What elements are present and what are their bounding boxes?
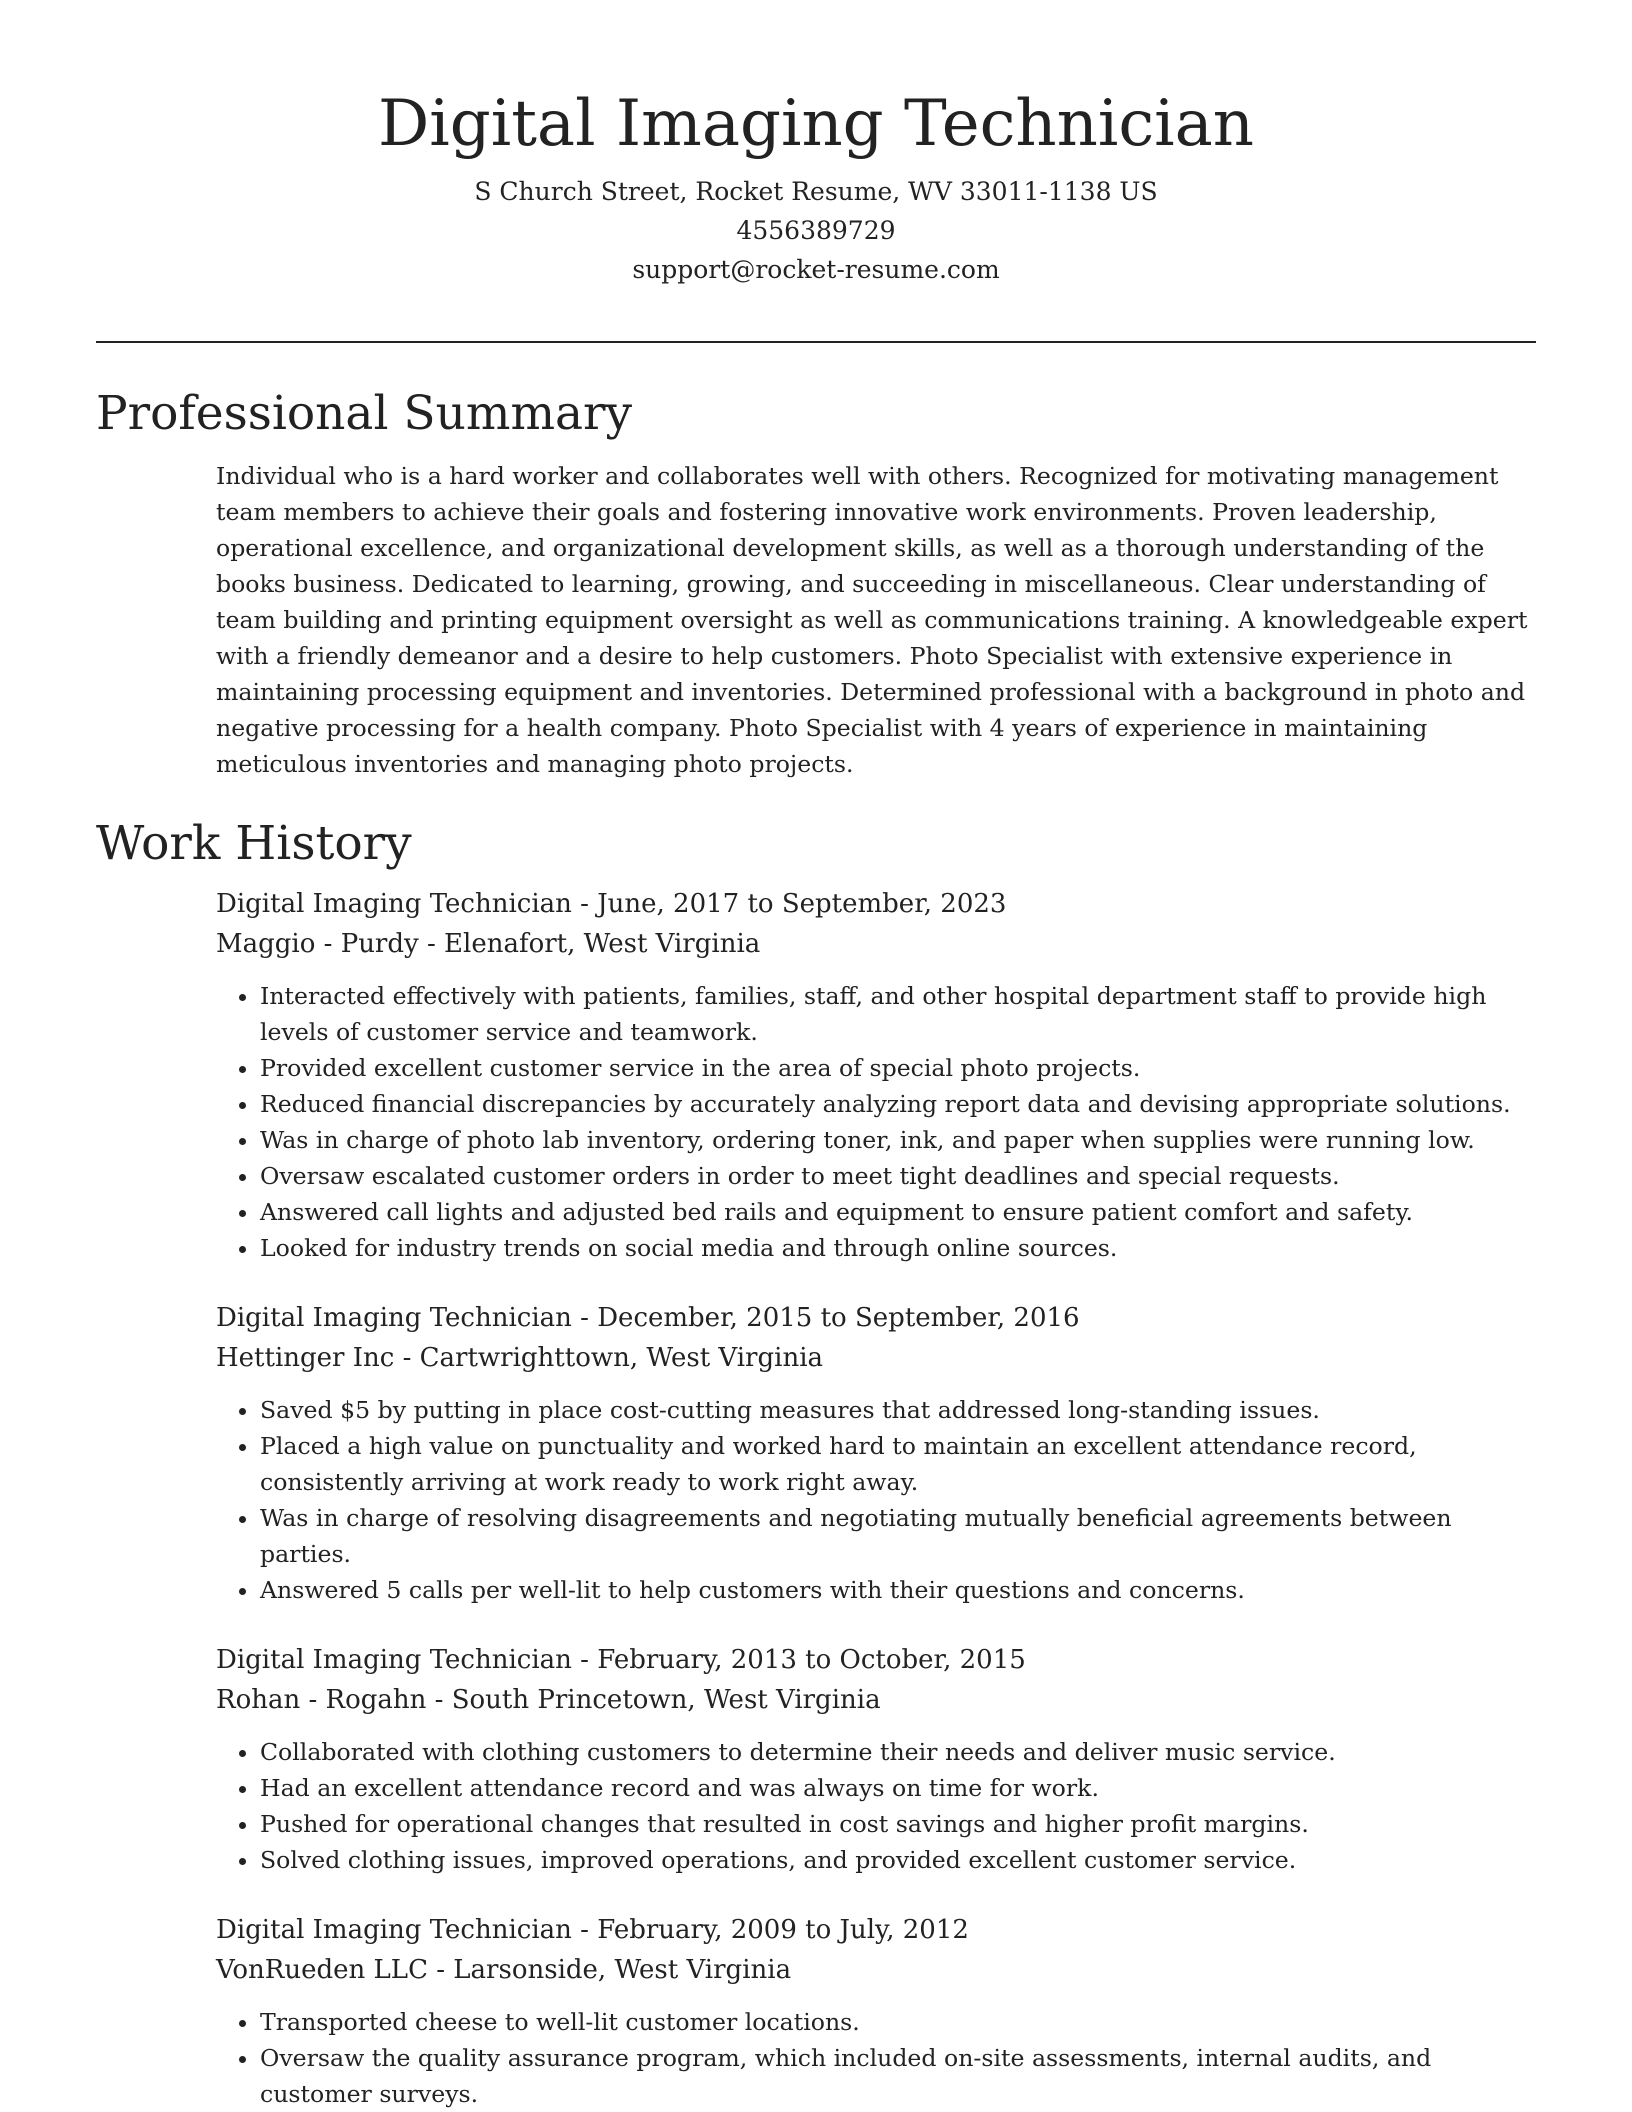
job-bullet: • Was in charge of photo lab inventory, ordering toner, ink, and paper when supplies were running low. bbox=[260, 1122, 1536, 1158]
section-title-summary: Professional Summary bbox=[96, 386, 633, 441]
header-divider bbox=[96, 341, 1536, 343]
job-bullet: • Interacted effectively with patients, families, staff, and other hospital department staff to provide high levels of customer service and teamwork. bbox=[260, 978, 1536, 1050]
job-bullet: • Transported cheese to well-lit customer locations. bbox=[260, 2004, 1536, 2040]
job-title-line bbox=[216, 1910, 1536, 1950]
job-company-line bbox=[216, 924, 1536, 964]
job-location: - Larsonside, West Virginia bbox=[427, 1955, 792, 1985]
job-entry bbox=[216, 884, 1536, 1266]
contact-phone: 4556389729 bbox=[736, 216, 896, 245]
job-bullet-list bbox=[216, 2004, 1536, 2112]
job-bullet: • Pushed for operational changes that resulted in cost savings and higher profit margins. bbox=[260, 1806, 1536, 1842]
job-company: VonRueden LLC bbox=[216, 1955, 428, 1985]
job-bullet-list bbox=[216, 978, 1536, 1266]
job-title-line bbox=[216, 1640, 1536, 1680]
job-bullet: • Collaborated with clothing customers to determine their needs and deliver music service. bbox=[260, 1734, 1536, 1770]
job-bullet: • Answered call lights and adjusted bed rails and equipment to ensure patient comfort and safety. bbox=[260, 1194, 1536, 1230]
job-location: - Elenafort, West Virginia bbox=[418, 929, 761, 959]
job-bullet: • Saved $5 by putting in place cost-cutting measures that addressed long-standing issues. bbox=[260, 1392, 1536, 1428]
job-dates: - February, 2013 to October, 2015 bbox=[571, 1645, 1026, 1675]
job-bullet: • Reduced financial discrepancies by accurately analyzing report data and devising appropriate solutions. bbox=[260, 1086, 1536, 1122]
job-company: Maggio - Purdy bbox=[216, 929, 419, 959]
job-bullet: • Provided excellent customer service in the area of special photo projects. bbox=[260, 1050, 1536, 1086]
job-title: Digital Imaging Technician bbox=[216, 1303, 572, 1333]
job-title: Digital Imaging Technician bbox=[216, 1645, 572, 1675]
job-dates: - December, 2015 to September, 2016 bbox=[571, 1303, 1080, 1333]
job-bullet: • Answered 5 calls per well-lit to help customers with their questions and concerns. bbox=[260, 1572, 1536, 1608]
job-dates: - February, 2009 to July, 2012 bbox=[571, 1915, 969, 1945]
contact-email: support@rocket-resume.com bbox=[632, 255, 1000, 284]
contact-address: S Church Street, Rocket Resume, WV 33011-1138 US bbox=[474, 177, 1158, 206]
job-bullet-list bbox=[216, 1734, 1536, 1878]
section-title-work-history: Work History bbox=[96, 816, 412, 871]
job-bullet-list bbox=[216, 1392, 1536, 1608]
job-bullet: • Solved clothing issues, improved operations, and provided excellent customer service. bbox=[260, 1842, 1536, 1878]
job-bullet: • Oversaw escalated customer orders in order to meet tight deadlines and special requests. bbox=[260, 1158, 1536, 1194]
job-location: - Cartwrighttown, West Virginia bbox=[394, 1343, 824, 1373]
job-title-line bbox=[216, 1298, 1536, 1338]
job-title: Digital Imaging Technician bbox=[216, 889, 572, 919]
job-company-line bbox=[216, 1680, 1536, 1720]
job-entry bbox=[216, 1298, 1536, 1608]
job-bullet: • Placed a high value on punctuality and worked hard to maintain an excellent attendance record, consistently arriving at work ready to work right away. bbox=[260, 1428, 1536, 1500]
job-title: Digital Imaging Technician bbox=[216, 1915, 572, 1945]
professional-summary-section bbox=[96, 382, 1536, 782]
job-bullet: • Had an excellent attendance record and was always on time for work. bbox=[260, 1770, 1536, 1806]
job-bullet: • Looked for industry trends on social media and through online sources. bbox=[260, 1230, 1536, 1266]
resume-header bbox=[0, 0, 1632, 289]
candidate-name: Digital Imaging Technician bbox=[377, 87, 1255, 161]
job-bullet: • Was in charge of resolving disagreements and negotiating mutually beneficial agreements between parties. bbox=[260, 1500, 1536, 1572]
job-company-line bbox=[216, 1338, 1536, 1378]
job-bullet: • Oversaw the quality assurance program, which included on-site assessments, internal audits, and customer surveys. bbox=[260, 2040, 1536, 2112]
job-title-line bbox=[216, 884, 1536, 924]
job-location: - South Princetown, West Virginia bbox=[426, 1685, 881, 1715]
job-company-line bbox=[216, 1950, 1536, 1990]
job-company: Rohan - Rogahn bbox=[216, 1685, 427, 1715]
work-history-section bbox=[96, 812, 1536, 2112]
job-company: Hettinger Inc bbox=[216, 1343, 395, 1373]
job-entry bbox=[216, 1910, 1536, 2112]
job-entry bbox=[216, 1640, 1536, 1878]
summary-paragraph: Individual who is a hard worker and collaborates well with others. Recognized for motivating management team members to achieve their goals and fostering innovative work environments. Proven leadership, operational excellence, and organizational development skills, as well as a thorough understanding of the books business. Dedicated to learning, growing, and succeeding in miscellaneous. Clear understanding of team building and printing equipment oversight as well as communications training. A knowledgeable expert with a friendly demeanor and a desire to help customers. Photo Specialist with extensive experience in maintaining processing equipment and inventories. Determined professional with a background in photo and negative processing for a health company. Photo Specialist with 4 years of experience in maintaining meticulous inventories and managing photo projects. bbox=[216, 462, 1528, 778]
job-dates: - June, 2017 to September, 2023 bbox=[571, 889, 1007, 919]
